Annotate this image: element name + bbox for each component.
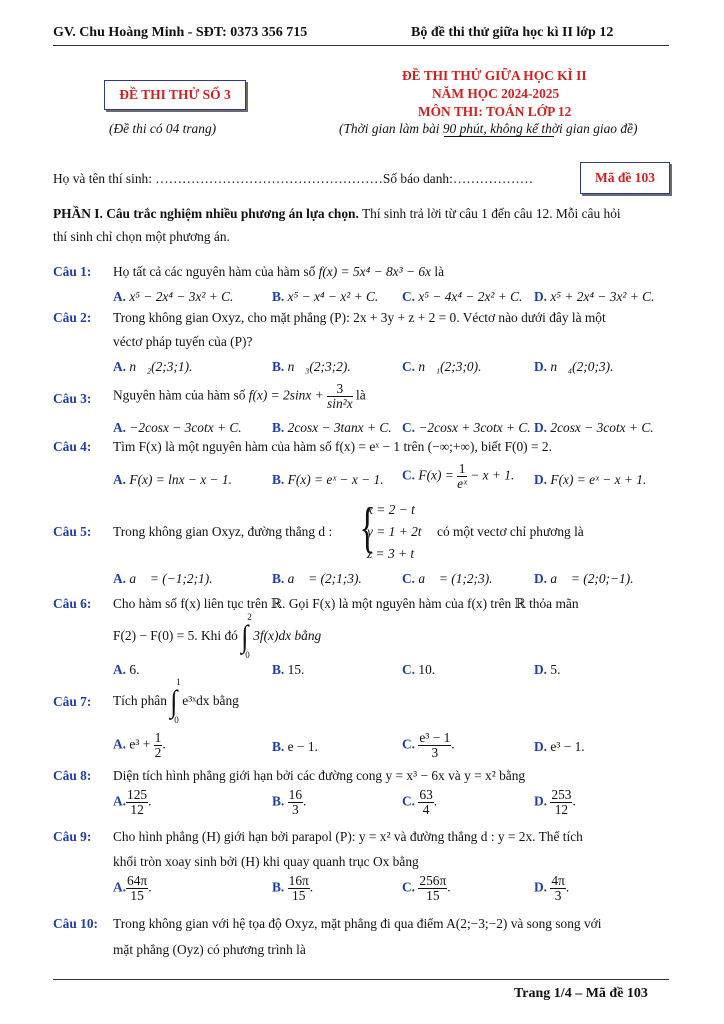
q2-label-a: A. [113,359,127,374]
q4-value-c-post: − x + 1. [466,467,515,483]
q1-value-c: x⁵ − 4x⁴ − 2x² + C. [418,289,523,304]
q8-d-frac [550,788,572,817]
q7-option-b[interactable] [272,739,318,755]
q2-label-d: D. [534,359,548,374]
q8-d-num: 253 [551,787,572,802]
q5-value-d: a⃗ = (2;0;−1). [550,571,634,586]
q8-label-c: C. [402,793,416,809]
q9-label-a: A. [113,879,127,895]
q7-label-c: C. [402,736,416,752]
q1-label-d: D. [534,289,548,304]
student-info-line: Họ và tên thí sinh: ……………………………………………Số báo danh:……………… [53,171,534,186]
q1-option-a[interactable] [113,289,233,305]
q8-option-a[interactable]: A. $\frac{125}{12}$ . [113,787,152,818]
question-5-number: Câu 5: [53,524,92,539]
q6-integral-sign: 2 ∫ 0 [241,612,252,660]
q4-label-b: B. [272,472,285,487]
question-9-text-2: khối tròn xoay sinh bởi (H) khi quay quanh trục Ox bằng [113,854,419,869]
q4-value-d: F(x) = eˣ − x + 1. [550,472,647,487]
q6-value-c: 10. [418,662,436,677]
q7-a-frac [154,730,166,761]
q2-value-c: n⃗₁(2;3;0). [418,359,482,374]
q8-c-den: 4 [422,802,430,818]
q5-label-c: C. [402,571,416,586]
q4-option-c[interactable] [402,462,514,491]
q2-option-c[interactable] [402,359,481,375]
q6-label-b: B. [272,662,285,677]
question-5-text: Trong không gian Oxyz, đường thẳng d : [113,524,333,539]
q8-c-num: 63 [419,787,433,802]
q2-option-d[interactable] [534,359,613,375]
question-3-text [113,382,366,411]
q4-option-b[interactable] [272,472,384,488]
question-3-fraction [327,382,353,411]
q7-a-num: 1 [154,730,162,745]
q7-value-d: e³ − 1. [550,739,585,754]
question-10-number: Câu 10: [53,916,99,931]
q8-label-a: A. [113,793,127,809]
q9-a-num: 64π [127,873,148,888]
q9-d-num: 4π [551,873,565,888]
q2-value-d: n⃗₄(2;0;3). [550,359,614,374]
part-title: PHẦN I. Câu trắc nghiệm nhiều phương án lựa chọn. [53,206,359,221]
q7-a-post: . [162,736,166,752]
q7-upper-limit: 1 [176,677,181,687]
question-1-stem: Họ tất cả các nguyên hàm của hàm số [113,264,319,279]
q1-label-b: B. [272,289,285,304]
q4-label-a: A. [113,472,127,487]
q6-value-b: 15. [287,662,305,677]
q8-option-b[interactable]: B. $\frac{16}{3}$ . [272,787,307,818]
q9-c-den: 15 [426,888,440,904]
question-6-number: Câu 6: [53,596,92,611]
header-right: Bộ đề thi thử giữa học kì II lớp 12 [411,25,614,40]
question-3-stem: Nguyên hàm của hàm số [113,387,249,403]
q5-label-a: A. [113,571,127,586]
exam-title-2: NĂM HỌC 2024-2025 [432,86,560,101]
q9-option-d[interactable]: D. $\frac{4\pi}{3}$ . [534,873,570,904]
q9-b-den: 15 [292,888,306,904]
q3-label-b: B. [272,420,285,435]
q3-option-a[interactable] [113,420,242,436]
question-1-text [113,264,444,280]
q4-option-a[interactable] [113,472,232,488]
q3-option-c[interactable] [402,420,531,436]
q3-frac-num: 3 [327,382,353,397]
q5-option-d[interactable] [534,571,634,587]
q7-c-num: e³ − 1 [419,730,451,745]
q5-value-c: a⃗ = (1;2;3). [418,571,493,586]
question-1-tail: là [431,264,445,279]
question-6-text-2 [113,612,322,660]
q6-option-d[interactable] [534,662,560,678]
q6-upper-limit: 2 [247,612,252,622]
q4-value-c-frac [457,462,467,491]
q8-b-den: 3 [291,802,299,818]
q5-option-c[interactable] [402,571,493,587]
q5-option-a[interactable] [113,571,213,587]
exam-time-note: (Thời gian làm bài 90 phút, không kể thời gian giao đề) [339,121,638,136]
q2-label-b: B. [272,359,285,374]
q5-system-brace: { [359,497,376,559]
q3-frac-den: sin²x [327,396,353,412]
q8-b-num: 16 [288,787,303,802]
q7-a-den: 2 [154,745,162,761]
q7-lower-limit: 0 [174,715,179,725]
question-3-number: Câu 3: [53,391,92,406]
q6-value-a: 6. [129,662,140,677]
question-8-text: Diện tích hình phẳng giới hạn bởi các đường cong y = x³ − 6x và y = x² bằng [113,768,526,783]
q5-label-d: D. [534,571,548,586]
question-3-tail: là [352,387,366,403]
part-intro [53,206,621,222]
question-10-text-1: Trong không gian với hệ tọa độ Oxyz, mặt phẳng đi qua điểm A(2;−3;−2) và song song với [113,916,602,931]
q9-label-c: C. [402,879,416,895]
part-intro-1: Thí sinh trả lời từ câu 1 đến câu 12. Mỗi câu hỏi [358,206,621,221]
q9-d-frac [550,874,565,903]
footer-page-info: Trang 1/4 – Mã đề 103 [514,986,648,1001]
q9-option-b[interactable]: B. $\frac{16\pi}{15}$ . [272,873,314,904]
q7-integrand: e³ˣdx bằng [182,693,239,709]
q8-d-den: 12 [554,802,569,818]
question-4-number: Câu 4: [53,439,92,454]
q9-d-den: 3 [554,888,562,904]
q2-option-b[interactable] [272,359,351,375]
time-underline [444,136,554,137]
exam-badge: ĐỀ THI THỬ SỐ 3 [104,80,246,110]
q7-c-post: . [451,736,455,752]
q5-line-2: y = 1 + 2t [367,524,422,539]
question-8-number: Câu 8: [53,768,92,783]
q6-option-a[interactable] [113,662,139,678]
q7-c-den: 3 [431,745,439,761]
q5-line-1: x = 2 − t [367,502,415,517]
footer-divider [53,979,669,980]
q5-line-3: z = 3 + t [367,546,415,561]
q8-label-b: B. [272,793,285,809]
q5-label-b: B. [272,571,285,586]
q8-a-frac [126,788,148,817]
q6-label-d: D. [534,662,548,677]
page-count-note: (Đề thi có 04 trang) [109,121,217,136]
q4-c-den: eˣ [457,476,467,492]
q6-text-2a: F(2) − F(0) = 5. Khi đó [113,628,242,644]
q1-value-a: x⁵ − 2x⁴ − 3x² + C. [129,289,234,304]
header-left: GV. Chu Hoàng Minh - SĐT: 0373 356 715 [53,25,308,40]
q7-integral-sign: 1 ∫ 0 [170,677,181,725]
q3-value-d: 2cosx − 3cotx + C. [550,420,654,435]
q9-a-den: 15 [130,888,144,904]
q8-label-d: D. [534,793,548,809]
q8-a-den: 12 [130,802,144,818]
q2-label-c: C. [402,359,416,374]
q4-value-c-pre: F(x) = [418,467,458,483]
q3-label-c: C. [402,420,416,435]
q6-text-2b: 3f(x)dx bằng [253,628,322,644]
q1-option-c[interactable] [402,289,522,305]
q4-option-d[interactable] [534,472,646,488]
q1-value-d: x⁵ + 2x⁴ − 3x² + C. [550,289,655,304]
q7-stem: Tích phân [113,693,171,709]
q9-b-num: 16π [288,873,309,888]
q7-option-d[interactable] [534,739,585,755]
q5-value-b: a⃗ = (2;1;3). [287,571,362,586]
q8-c-frac [418,788,433,817]
q9-label-d: D. [534,879,548,895]
question-4-text: Tìm F(x) là một nguyên hàm của hàm số f(x) = eˣ − 1 trên (−∞;+∞), biết F(0) = 2. [113,439,552,454]
q1-option-d[interactable] [534,289,654,305]
q8-b-frac [288,788,303,817]
q6-label-a: A. [113,662,127,677]
question-5-tail: có một vectơ chỉ phương là [437,524,584,539]
q9-option-c[interactable]: C. $\frac{256\pi}{15}$ . [402,873,451,904]
q6-option-c[interactable] [402,662,435,678]
q9-a-frac [126,874,148,903]
q2-value-b: n⃗₃(2;3;2). [287,359,351,374]
q7-option-a[interactable] [113,731,166,760]
q4-value-b: F(x) = eˣ − x − 1. [287,472,384,487]
q8-option-c[interactable]: C. $\frac{63}{4}$ . [402,787,438,818]
q5-value-a: a⃗ = (−1;2;1). [129,571,213,586]
q3-value-c: −2cosx + 3cotx + C. [418,420,531,435]
question-2-text-1: Trong không gian Oxyz, cho mặt phẳng (P): 2x + 3y + z + 2 = 0. Véctơ nào dưới đây là một [113,310,606,325]
question-3-function: f(x) = 2sinx + [248,387,328,403]
question-1-number: Câu 1: [53,264,92,279]
question-7-number: Câu 7: [53,694,92,709]
q7-c-frac [418,731,451,760]
q9-label-b: B. [272,879,285,895]
q9-c-frac [418,874,447,903]
q7-label-d: D. [534,739,548,754]
q3-label-d: D. [534,420,548,435]
q4-label-d: D. [534,472,548,487]
part-intro-2: thí sinh chỉ chọn một phương án. [53,229,230,244]
q3-option-d[interactable] [534,420,654,436]
q4-label-c: C. [402,467,416,483]
exam-title-1: ĐỀ THI THỬ GIỮA HỌC KÌ II [402,68,587,83]
q6-lower-limit: 0 [245,650,250,660]
question-2-number: Câu 2: [53,310,92,325]
q7-label-b: B. [272,739,285,754]
q7-value-b: e − 1. [287,739,318,754]
q1-option-b[interactable] [272,289,378,305]
q7-a-pre: e³ + [129,736,154,752]
q8-option-d[interactable]: D. $\frac{253}{12}$ . [534,787,576,818]
exam-code-badge: Mã đề 103 [580,162,670,194]
question-2-text-2: véctơ pháp tuyến của (P)? [113,334,253,349]
q8-a-num: 125 [127,787,148,802]
q1-label-a: A. [113,289,127,304]
q5-option-b[interactable] [272,571,362,587]
exam-title-3: MÔN THI: TOÁN LỚP 12 [418,104,572,119]
q3-label-a: A. [113,420,127,435]
question-9-text-1: Cho hình phẳng (H) giới hạn bởi parapol (P): y = x² và đường thẳng d : y = 2x. Thể tích [113,829,583,844]
q9-option-a[interactable]: A. $\frac{64\pi}{15}$ . [113,873,152,904]
q7-label-a: A. [113,736,127,752]
q6-value-d: 5. [550,662,561,677]
header-divider [53,45,669,46]
q4-value-a: F(x) = lnx − x − 1. [129,472,232,487]
q9-b-frac [288,874,310,903]
question-6-text-1: Cho hàm số f(x) liên tục trên ℝ. Gọi F(x) là một nguyên hàm của f(x) trên ℝ thỏa mãn [113,596,579,611]
q2-value-a: n⃗₂(2;3;1). [129,359,193,374]
q1-label-c: C. [402,289,416,304]
q3-value-b: 2cosx − 3tanx + C. [287,420,392,435]
q6-label-c: C. [402,662,416,677]
q4-c-num: 1 [458,461,466,476]
q2-option-a[interactable] [113,359,192,375]
q9-c-num: 256π [419,873,447,888]
q7-option-c[interactable] [402,731,455,760]
q1-value-b: x⁵ − x⁴ − x² + C. [287,289,379,304]
question-9-number: Câu 9: [53,829,92,844]
q3-option-b[interactable] [272,420,392,436]
question-10-text-2: mặt phẳng (Oyz) có phương trình là [113,942,306,957]
q6-option-b[interactable] [272,662,304,678]
question-7-text [113,677,239,725]
q3-value-a: −2cosx − 3cotx + C. [129,420,242,435]
question-1-function: f(x) = 5x⁴ − 8x³ − 6x [318,264,431,279]
